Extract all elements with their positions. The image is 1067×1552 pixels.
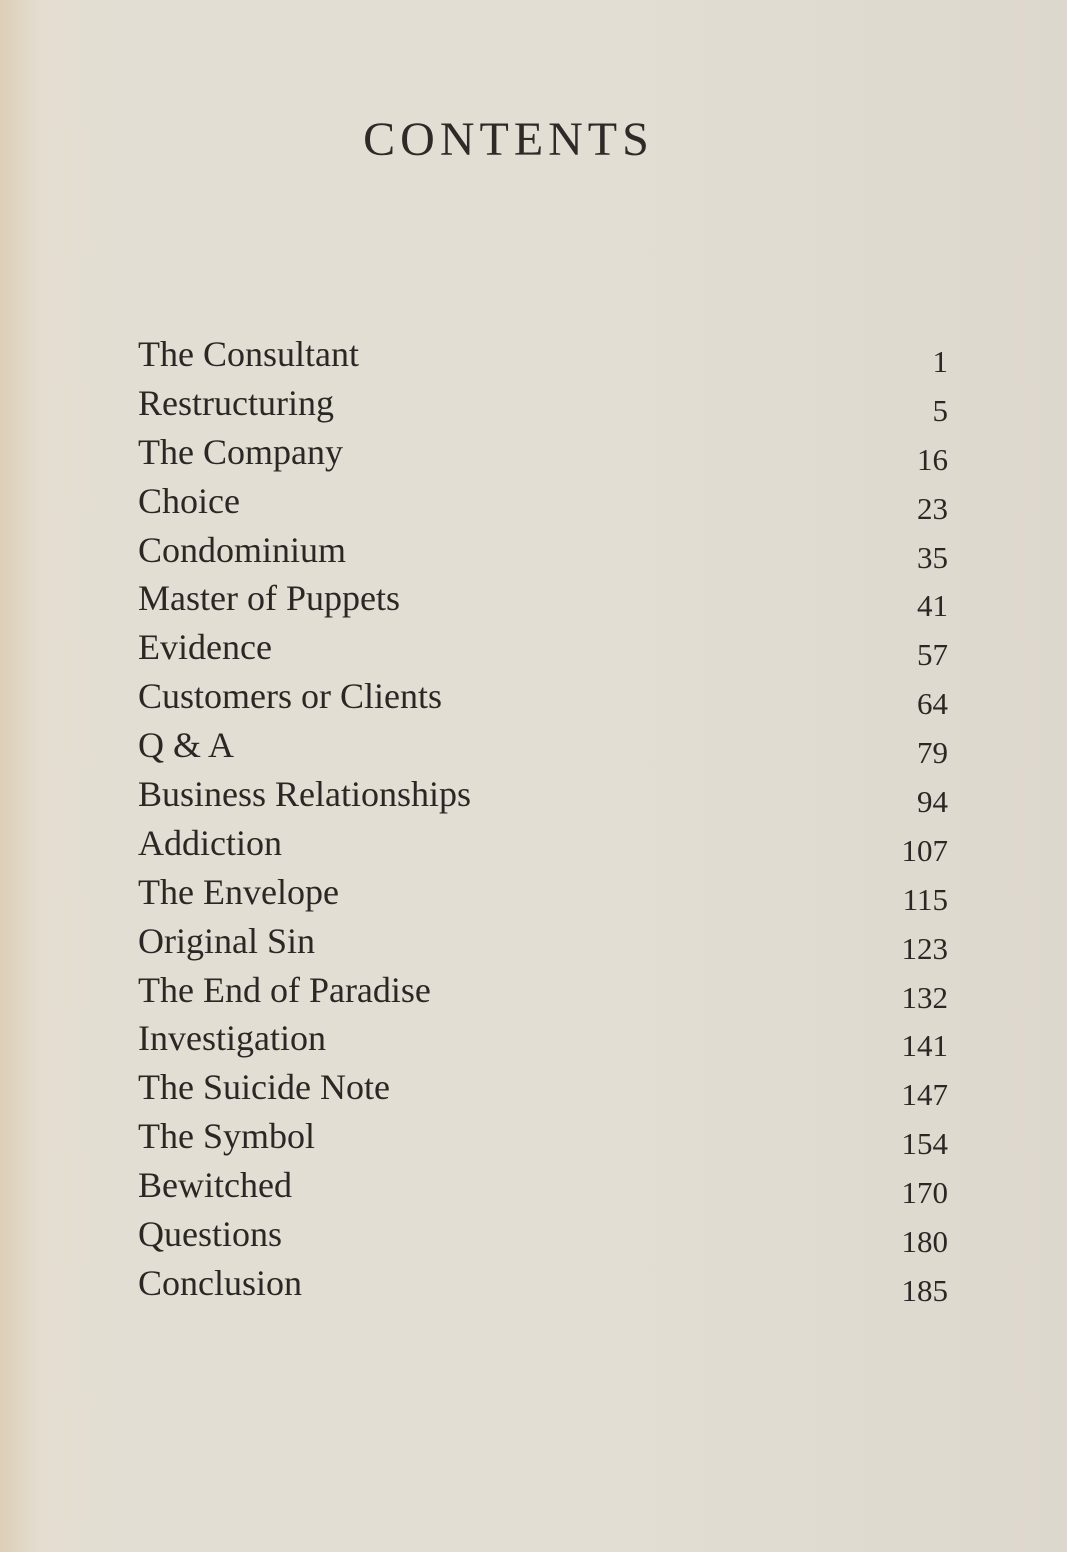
toc-entry-title: The Company	[138, 431, 343, 472]
page-title: CONTENTS	[363, 113, 654, 166]
toc-entry-title: Restructuring	[138, 382, 334, 423]
toc-entry-page: 41	[917, 588, 948, 624]
toc-entry-title: The Envelope	[138, 871, 339, 912]
toc-entry-page: 147	[901, 1077, 948, 1113]
toc-entry[interactable]	[138, 868, 948, 917]
toc-entry[interactable]	[138, 966, 948, 1015]
toc-entry-page: 185	[901, 1272, 948, 1308]
toc-entry-page: 5	[932, 392, 948, 428]
toc-entry-title: Conclusion	[138, 1262, 303, 1303]
toc-entry-title: Choice	[138, 480, 240, 521]
toc-entry[interactable]	[138, 526, 948, 575]
toc-entry[interactable]	[138, 1161, 948, 1210]
toc-entry[interactable]	[138, 917, 948, 966]
toc-entry-title: Master of Puppets	[138, 578, 400, 619]
toc-entry[interactable]	[138, 770, 948, 819]
toc-entry-title: The Suicide Note	[138, 1067, 390, 1108]
toc-entry[interactable]	[138, 428, 948, 477]
toc-entry[interactable]	[138, 1210, 948, 1259]
table-of-contents	[138, 330, 948, 1308]
toc-entry-page: 180	[901, 1224, 948, 1260]
toc-entry[interactable]	[138, 1014, 948, 1063]
toc-entry-page: 141	[901, 1028, 948, 1064]
toc-entry-title: The End of Paradise	[138, 969, 431, 1010]
toc-entry-title: Addiction	[138, 822, 282, 863]
toc-entry[interactable]	[138, 721, 948, 770]
toc-entry-title: The Consultant	[138, 334, 359, 374]
toc-entry-page: 115	[902, 881, 948, 917]
page-edge-shadow	[0, 0, 40, 1552]
toc-entry-page: 35	[917, 539, 948, 575]
toc-entry-page: 79	[917, 735, 948, 771]
toc-entry-title: Condominium	[138, 529, 347, 570]
toc-entry-page: 23	[917, 490, 948, 526]
toc-entry[interactable]	[138, 819, 948, 868]
toc-entry[interactable]	[138, 1063, 948, 1112]
toc-entry-title: Business Relationships	[138, 774, 472, 815]
toc-entry-page: 94	[917, 784, 948, 820]
toc-entry-page: 123	[901, 930, 948, 966]
toc-entry[interactable]	[138, 379, 948, 428]
toc-entry-page: 1	[932, 344, 948, 379]
toc-entry-page: 107	[901, 832, 948, 868]
toc-entry-title: Original Sin	[138, 920, 315, 961]
toc-entry-page: 57	[917, 637, 948, 673]
toc-entry-page: 64	[917, 686, 948, 722]
toc-entry[interactable]	[138, 623, 948, 672]
toc-entry-title: Evidence	[138, 627, 272, 668]
toc-entry-page: 154	[901, 1126, 948, 1162]
toc-entry[interactable]	[138, 330, 948, 379]
toc-entry-page: 16	[917, 441, 948, 477]
toc-entry[interactable]	[138, 672, 948, 721]
toc-entry[interactable]	[138, 477, 948, 526]
toc-entry-title: Q & A	[138, 725, 235, 766]
toc-entry[interactable]	[138, 1259, 948, 1308]
toc-entry-title: The Symbol	[138, 1116, 315, 1157]
toc-entry-title: Customers or Clients	[138, 676, 442, 717]
toc-entry-title: Bewitched	[138, 1165, 292, 1206]
toc-entry-page: 170	[901, 1175, 948, 1211]
toc-entry-title: Investigation	[138, 1018, 326, 1059]
toc-entry[interactable]	[138, 574, 948, 623]
toc-entry-page: 132	[901, 979, 948, 1015]
toc-entry-title: Questions	[138, 1214, 282, 1255]
toc-entry[interactable]	[138, 1112, 948, 1161]
